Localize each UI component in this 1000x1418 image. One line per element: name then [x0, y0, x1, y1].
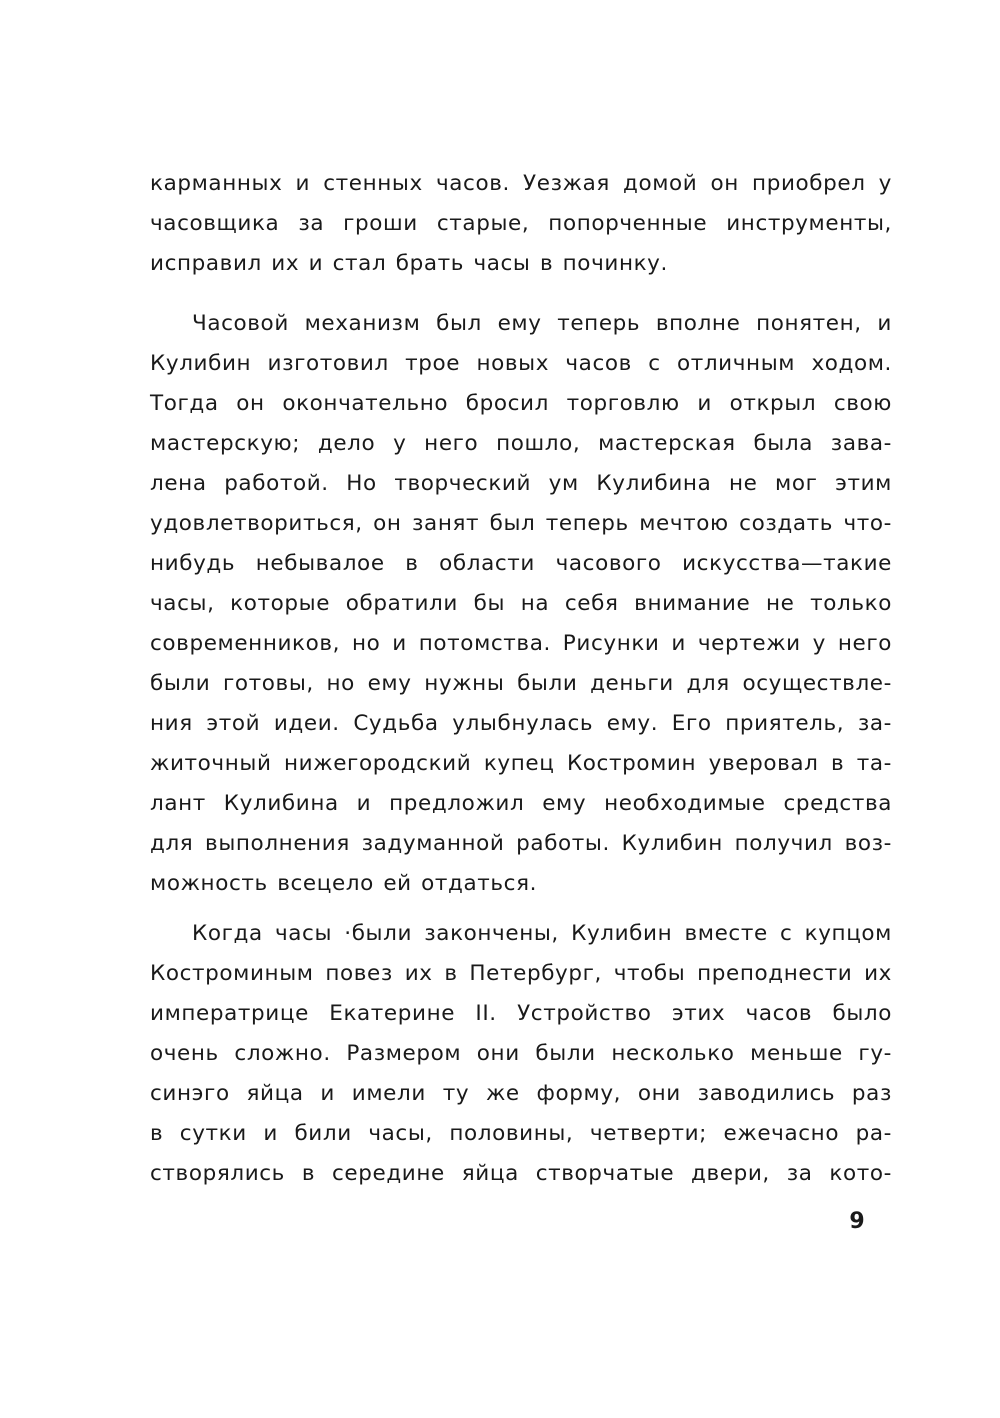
- page-number: 9: [849, 1209, 865, 1234]
- text-line: лена работой. Но творческий ум Кулибина не мог этим: [150, 471, 892, 496]
- paragraph-3: [150, 914, 892, 1194]
- text-line: часовщика за гроши старые, попорченные инструменты,: [150, 211, 892, 236]
- text-line: удовлетвориться, он занят был теперь мечтою создать что-: [150, 511, 892, 536]
- text-line: императрице Екатерине II. Устройство этих часов было: [150, 1001, 892, 1026]
- text-line: лант Кулибина и предложил ему необходимые средства: [150, 791, 892, 816]
- paragraph-2: [150, 304, 892, 904]
- text-line: нибудь небывалое в области часового искусства—такие: [150, 551, 892, 576]
- text-line: можность всецело ей отдаться.: [150, 871, 538, 896]
- paragraph-1: [150, 164, 892, 284]
- text-line: исправил их и стал брать часы в починку.: [150, 251, 668, 276]
- text-line: мастерскую; дело у него пошло, мастерская была зава-: [150, 431, 892, 456]
- text-line: очень сложно. Размером они были несколько меньше гу-: [150, 1041, 892, 1066]
- text-line: для выполнения задуманной работы. Кулибин получил воз-: [150, 831, 892, 856]
- text-line: карманных и стенных часов. Уезжая домой он приобрел у: [150, 171, 892, 196]
- text-line: створялись в середине яйца створчатые двери, за кото-: [150, 1161, 892, 1186]
- text-line: часы, которые обратили бы на себя внимание не только: [150, 591, 892, 616]
- text-line: ния этой идеи. Судьба улыбнулась ему. Его приятель, за-: [150, 711, 892, 736]
- text-line: современников, но и потомства. Рисунки и чертежи у него: [150, 631, 892, 656]
- text-line: Тогда он окончательно бросил торговлю и открыл свою: [150, 391, 892, 416]
- text-line: Часовой механизм был ему теперь вполне понятен, и: [192, 311, 892, 336]
- text-line: житочный нижегородский купец Костромин уверовал в та-: [150, 751, 892, 776]
- text-line: Костроминым повез их в Петербург, чтобы преподнести их: [150, 961, 892, 986]
- text-line: синэго яйца и имели ту же форму, они заводились раз: [150, 1081, 892, 1106]
- text-line: Когда часы ·были закончены, Кулибин вместе с купцом: [192, 921, 892, 946]
- text-line: в сутки и били часы, половины, четверти; ежечасно ра-: [150, 1121, 892, 1146]
- text-line: были готовы, но ему нужны были деньги для осуществле-: [150, 671, 892, 696]
- text-line: Кулибин изготовил трое новых часов с отличным ходом.: [150, 351, 892, 376]
